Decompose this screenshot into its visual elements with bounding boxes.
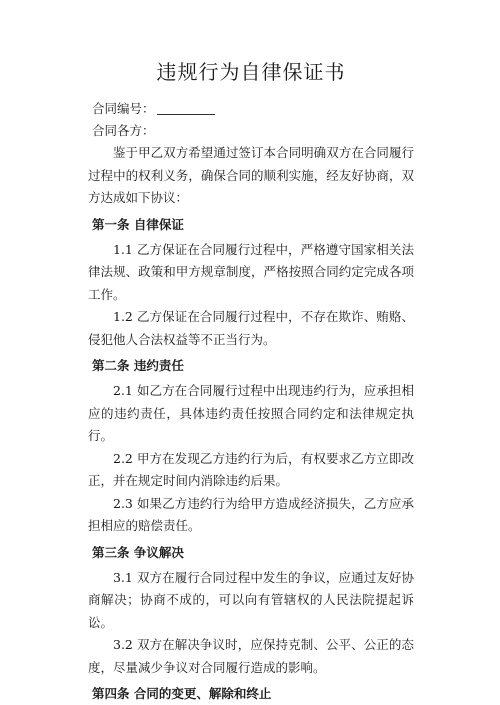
- section-heading: 第四条 合同的变更、解除和终止: [92, 686, 272, 701]
- intro-paragraph: 鉴于甲乙双方希望通过签订本合同明确双方在合同履行过程中的权利义务，确保合同的顺利实施，经友好协商，双方达成如下协议：: [88, 145, 414, 205]
- contract-number-line: [88, 98, 414, 120]
- clause-paragraph: 2.1 如乙方在合同履行过程中出现违约行为，应承担相应的违约责任，具体违约责任按照合同约定和法律规定执行。: [88, 383, 414, 443]
- clause-paragraph: 1.1 乙方保证在合同履行过程中，严格遵守国家相关法律法规、政策和甲方规章制度，严格按照合同约定完成各项工作。: [88, 241, 414, 302]
- clause-paragraph: 3.1 双方在履行合同过程中发生的争议，应通过友好协商解决；协商不成的，可以向有管辖权的人民法院提起诉讼。: [88, 569, 414, 630]
- clause-paragraph: 3.2 双方在解决争议时，应保持克制、公平、公正的态度，尽量减少争议对合同履行造成的影响。: [88, 637, 414, 675]
- contract-number-label: 合同编号：: [92, 101, 155, 116]
- clause-paragraph: 2.2 甲方在发现乙方违约行为后，有权要求乙方立即改正，并在规定时间内消除违约后果。: [88, 450, 414, 488]
- contract-parties-line: [88, 120, 414, 142]
- contract-number-blank: [157, 101, 215, 115]
- clause-paragraph: 1.2 乙方保证在合同履行过程中，不存在欺诈、贿赂、侵犯他人合法权益等不正当行为。: [88, 309, 414, 347]
- section-heading: 第一条 自律保证: [92, 216, 184, 232]
- contract-parties-label: 合同各方：: [92, 123, 155, 138]
- document-title: 违规行为自律保证书: [156, 60, 346, 84]
- clause-paragraph: 2.3 如果乙方违约行为给甲方造成经济损失，乙方应承担相应的赔偿责任。: [88, 495, 414, 533]
- section-heading: 第三条 争议解决: [92, 544, 184, 560]
- section-heading: 第二条 违约责任: [92, 358, 184, 373]
